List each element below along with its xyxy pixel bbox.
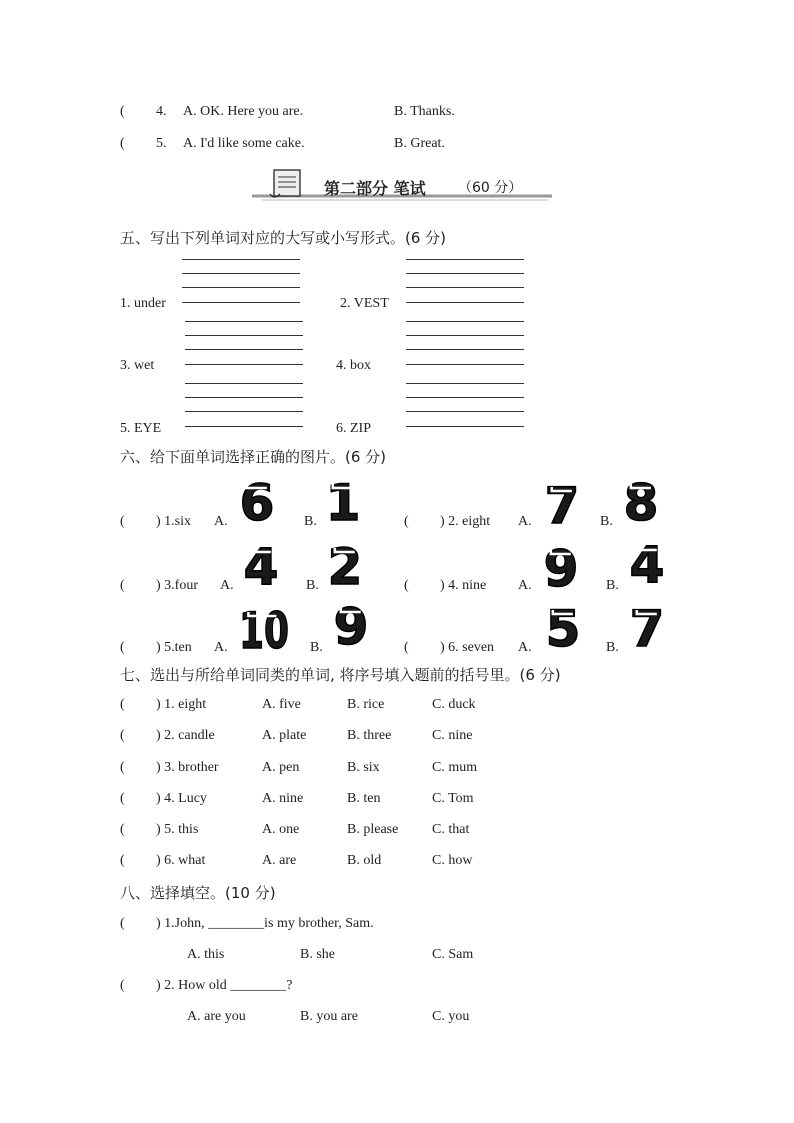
option-a: A. one bbox=[262, 822, 300, 837]
option-b: B. please bbox=[347, 822, 399, 837]
question-word: ) 6. seven bbox=[440, 640, 495, 655]
option-a: A. are you bbox=[187, 1009, 246, 1024]
writing-line bbox=[185, 411, 303, 412]
svg-text:8: 8 bbox=[623, 474, 659, 532]
writing-line bbox=[185, 426, 303, 427]
option-a: A. five bbox=[262, 697, 301, 712]
part-title: 第二部分 笔试 bbox=[324, 179, 426, 198]
writing-line bbox=[406, 397, 524, 398]
section-heading: 七、选出与所给单词同类的单词, 将序号填入题前的括号里。(6 分) bbox=[120, 666, 561, 684]
option-c: C. that bbox=[432, 822, 470, 837]
number-picture[interactable] bbox=[545, 600, 581, 658]
writing-line bbox=[406, 349, 524, 350]
scroll-icon bbox=[270, 170, 300, 197]
word-item: 3. wet bbox=[120, 358, 155, 373]
word-item: 4. box bbox=[336, 358, 371, 373]
number-picture[interactable] bbox=[243, 538, 279, 596]
writing-line bbox=[182, 259, 300, 260]
option-b: B. rice bbox=[347, 697, 385, 712]
number-picture[interactable] bbox=[327, 538, 363, 596]
digit-graphic bbox=[545, 600, 581, 658]
writing-line bbox=[406, 335, 524, 336]
answer-paren[interactable]: ( bbox=[120, 136, 125, 151]
word-item: 5. EYE bbox=[120, 421, 162, 436]
number-picture[interactable] bbox=[544, 477, 580, 535]
answer-paren[interactable]: ( bbox=[120, 978, 125, 993]
answer-paren[interactable]: ( bbox=[404, 514, 409, 529]
writing-line bbox=[406, 259, 524, 260]
svg-text:10: 10 bbox=[239, 602, 289, 660]
digit-graphic bbox=[629, 600, 665, 658]
answer-paren[interactable]: ( bbox=[120, 104, 125, 119]
option-b: B. you are bbox=[300, 1009, 358, 1024]
option-a: A. nine bbox=[262, 791, 304, 806]
answer-paren[interactable]: ( bbox=[120, 822, 125, 837]
option-a: A. pen bbox=[262, 760, 300, 775]
number-picture[interactable] bbox=[629, 600, 665, 658]
number-picture[interactable] bbox=[629, 536, 665, 594]
question-word: ) 4. nine bbox=[440, 578, 487, 593]
stem-text: ) 1.John, bbox=[156, 916, 209, 931]
option-a: A. OK. Here you are. bbox=[183, 104, 304, 119]
digit-graphic bbox=[325, 474, 361, 532]
writing-line bbox=[185, 383, 303, 384]
svg-text:6: 6 bbox=[239, 474, 275, 532]
option-a: A. this bbox=[187, 947, 225, 962]
question-word: ) 3. brother bbox=[156, 760, 219, 775]
writing-line bbox=[406, 302, 524, 303]
writing-line bbox=[406, 426, 524, 427]
section-heading: 八、选择填空。(10 分) bbox=[120, 884, 276, 902]
question-number: 5. bbox=[156, 136, 167, 151]
writing-line bbox=[406, 383, 524, 384]
option-a: A. are bbox=[262, 853, 297, 868]
answer-paren[interactable]: ( bbox=[404, 578, 409, 593]
option-b: B. Thanks. bbox=[394, 104, 455, 119]
option-b-label: B. bbox=[304, 514, 317, 529]
section-heading: 六、给下面单词选择正确的图片。(6 分) bbox=[120, 448, 387, 466]
writing-line bbox=[185, 349, 303, 350]
stem-text: ? bbox=[286, 978, 293, 993]
answer-paren[interactable]: ( bbox=[120, 640, 125, 655]
writing-line bbox=[406, 411, 524, 412]
writing-line bbox=[406, 364, 524, 365]
answer-paren[interactable]: ( bbox=[120, 697, 125, 712]
writing-line bbox=[185, 397, 303, 398]
answer-paren[interactable]: ( bbox=[120, 853, 125, 868]
digit-graphic bbox=[543, 540, 579, 598]
word-item: 6. ZIP bbox=[336, 421, 371, 436]
question-word: ) 2. eight bbox=[440, 514, 491, 529]
word-item: 2. VEST bbox=[340, 296, 389, 311]
writing-line bbox=[406, 287, 524, 288]
question-number: 4. bbox=[156, 104, 167, 119]
fill-blank[interactable]: ________ bbox=[208, 916, 265, 931]
option-b: B. she bbox=[300, 947, 335, 962]
option-a-label: A. bbox=[214, 640, 228, 655]
stem-text: ) 2. How old bbox=[156, 978, 231, 993]
svg-text:9: 9 bbox=[543, 540, 579, 598]
number-picture[interactable] bbox=[623, 474, 659, 532]
answer-paren[interactable]: ( bbox=[120, 728, 125, 743]
number-picture[interactable] bbox=[239, 474, 275, 532]
answer-paren[interactable]: ( bbox=[120, 791, 125, 806]
number-picture[interactable] bbox=[325, 474, 361, 532]
answer-paren[interactable]: ( bbox=[120, 916, 125, 931]
writing-line bbox=[406, 321, 524, 322]
question-word: ) 2. candle bbox=[156, 728, 215, 743]
svg-text:4: 4 bbox=[629, 536, 665, 594]
option-a: A. plate bbox=[262, 728, 307, 743]
svg-text:7: 7 bbox=[544, 477, 580, 535]
option-c: C. Tom bbox=[432, 791, 474, 806]
writing-line bbox=[185, 364, 303, 365]
section-heading: 五、写出下列单词对应的大写或小写形式。(6 分) bbox=[120, 229, 447, 247]
question-word: ) 4. Lucy bbox=[156, 791, 207, 806]
answer-paren[interactable]: ( bbox=[404, 640, 409, 655]
writing-line bbox=[406, 273, 524, 274]
option-c: C. you bbox=[432, 1009, 470, 1024]
question-stem bbox=[156, 916, 374, 932]
option-b-label: B. bbox=[310, 640, 323, 655]
option-a-label: A. bbox=[518, 514, 532, 529]
option-a: A. I'd like some cake. bbox=[183, 136, 305, 151]
part-score: （60 分） bbox=[458, 180, 523, 196]
option-a-label: A. bbox=[214, 514, 228, 529]
option-b-label: B. bbox=[606, 640, 619, 655]
question-word: ) 3.four bbox=[156, 578, 198, 593]
svg-text:4: 4 bbox=[243, 538, 279, 596]
question-stem bbox=[156, 978, 293, 994]
option-a-label: A. bbox=[518, 578, 532, 593]
option-b: B. old bbox=[347, 853, 382, 868]
number-picture[interactable] bbox=[543, 540, 579, 598]
option-a-label: A. bbox=[220, 578, 234, 593]
digit-graphic bbox=[544, 477, 580, 535]
question-word: ) 5.ten bbox=[156, 640, 192, 655]
question-word: ) 5. this bbox=[156, 822, 199, 837]
answer-paren[interactable]: ( bbox=[120, 578, 125, 593]
option-c: C. Sam bbox=[432, 947, 474, 962]
option-b-label: B. bbox=[600, 514, 613, 529]
svg-text:9: 9 bbox=[333, 598, 369, 656]
svg-text:1: 1 bbox=[325, 474, 361, 532]
writing-line bbox=[182, 302, 300, 303]
digit-graphic bbox=[243, 538, 279, 596]
number-picture[interactable] bbox=[238, 602, 290, 660]
option-c: C. how bbox=[432, 853, 473, 868]
digit-graphic bbox=[238, 602, 290, 660]
svg-text:2: 2 bbox=[327, 538, 363, 596]
digit-graphic bbox=[327, 538, 363, 596]
digit-graphic bbox=[239, 474, 275, 532]
question-word: ) 1.six bbox=[156, 514, 191, 529]
option-b: B. Great. bbox=[394, 136, 445, 151]
writing-line bbox=[182, 287, 300, 288]
answer-paren[interactable]: ( bbox=[120, 514, 125, 529]
number-picture[interactable] bbox=[333, 598, 369, 656]
option-b-label: B. bbox=[606, 578, 619, 593]
option-b-label: B. bbox=[306, 578, 319, 593]
fill-blank[interactable]: ________ bbox=[230, 978, 287, 993]
word-item: 1. under bbox=[120, 296, 166, 311]
writing-line bbox=[185, 321, 303, 322]
option-c: C. duck bbox=[432, 697, 476, 712]
option-b: B. ten bbox=[347, 791, 381, 806]
stem-text: is my brother, Sam. bbox=[264, 916, 374, 931]
writing-line bbox=[185, 335, 303, 336]
writing-line bbox=[182, 273, 300, 274]
svg-text:7: 7 bbox=[629, 600, 665, 658]
answer-paren[interactable]: ( bbox=[120, 760, 125, 775]
digit-graphic bbox=[333, 598, 369, 656]
digit-graphic bbox=[629, 536, 665, 594]
option-c: C. nine bbox=[432, 728, 473, 743]
question-word: ) 1. eight bbox=[156, 697, 207, 712]
question-word: ) 6. what bbox=[156, 853, 206, 868]
digit-graphic bbox=[623, 474, 659, 532]
option-b: B. six bbox=[347, 760, 380, 775]
option-c: C. mum bbox=[432, 760, 478, 775]
option-a-label: A. bbox=[518, 640, 532, 655]
svg-text:5: 5 bbox=[545, 600, 581, 658]
option-b: B. three bbox=[347, 728, 392, 743]
